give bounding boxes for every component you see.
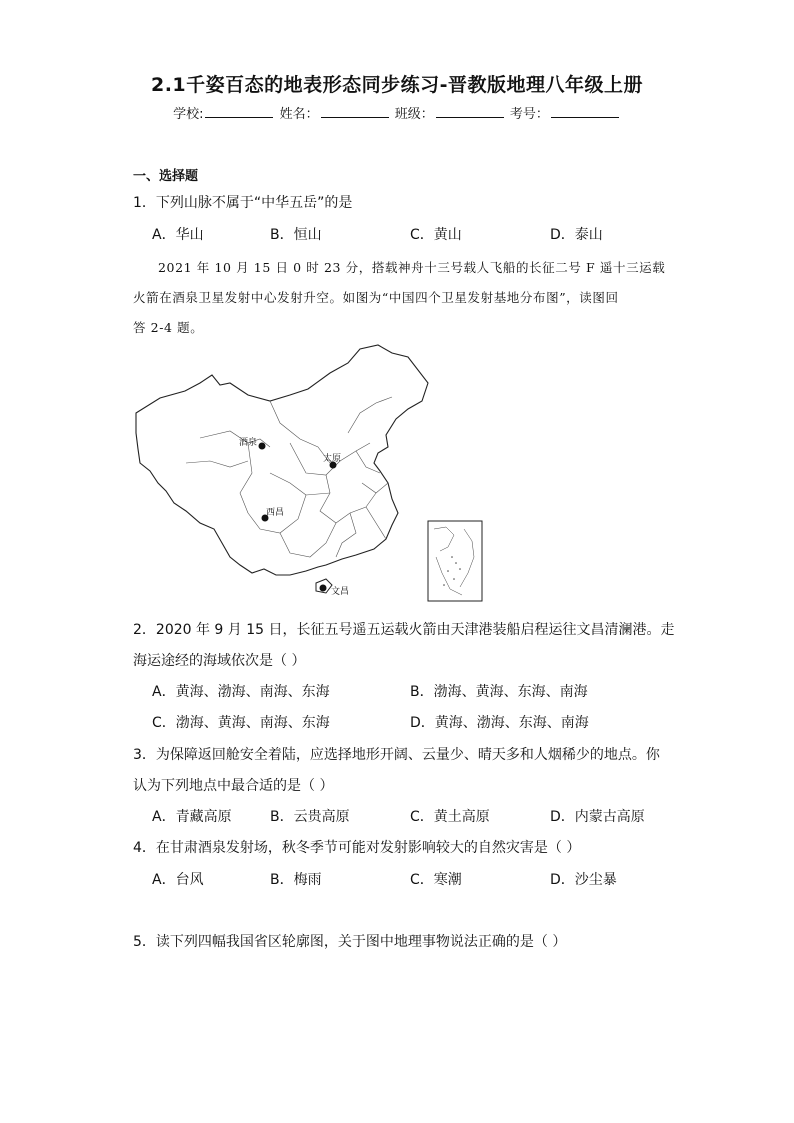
jiuquan-marker	[259, 443, 266, 450]
q4-option-b[interactable]: B．梅雨	[270, 872, 322, 888]
school-blank[interactable]	[205, 105, 273, 118]
south-china-sea-inset	[428, 521, 482, 601]
name-blank[interactable]	[321, 105, 389, 118]
taiyuan-label: 太原	[323, 454, 342, 464]
question-3-stem-line-2: 认为下列地点中最合适的是（ ）	[133, 778, 334, 794]
q1-option-c[interactable]: C．黄山	[410, 227, 462, 243]
student-info-fields	[0, 103, 794, 122]
question-4-stem: 4．在甘肃酒泉发射场，秋冬季节可能对发射影响较大的自然灾害是（ ）	[133, 840, 581, 856]
china-outline	[136, 345, 428, 575]
question-5-stem: 5．读下列四幅我国省区轮廓图，关于图中地理事物说法正确的是（ ）	[133, 934, 567, 950]
class-blank[interactable]	[436, 105, 504, 118]
wenchang-marker	[320, 585, 327, 592]
section-heading: 一、选择题	[133, 169, 199, 184]
q4-option-c[interactable]: C．寒潮	[410, 872, 462, 888]
question-2-stem-line-1: 2．2020 年 9 月 15 日，长征五号遥五运载火箭由天津港装船启程运往文昌清澜港。走	[133, 622, 675, 638]
number-blank[interactable]	[551, 105, 619, 118]
passage-line-3: 答 2-4 题。	[133, 320, 204, 335]
q1-option-a[interactable]: A．华山	[152, 227, 204, 243]
question-3-stem-line-1: 3．为保障返回舱安全着陆，应选择地形开阔、云量少、晴天多和人烟稀少的地点。你	[133, 747, 660, 763]
school-label: 学校:	[173, 107, 204, 122]
q1-option-d[interactable]: D．泰山	[550, 227, 603, 243]
number-label: 考号：	[509, 107, 549, 122]
q2-option-d[interactable]: D．黄海、渤海、东海、南海	[410, 715, 589, 731]
q3-option-a[interactable]: A．青藏高原	[152, 809, 232, 825]
passage-line-1: 2021 年 10 月 15 日 0 时 23 分，搭载神舟十三号载人飞船的长征二号 F 遥十三运载	[158, 260, 666, 275]
q1-option-b[interactable]: B．恒山	[270, 227, 322, 243]
class-label: 班级：	[394, 107, 434, 122]
china-launch-base-map	[130, 343, 490, 605]
xichang-label: 西昌	[266, 508, 285, 518]
wenchang-label: 文昌	[331, 587, 350, 597]
q2-option-c[interactable]: C．渤海、黄海、南海、东海	[152, 715, 330, 731]
q2-option-a[interactable]: A．黄海、渤海、南海、东海	[152, 684, 330, 700]
q3-option-c[interactable]: C．黄土高原	[410, 809, 490, 825]
question-2-stem-line-2: 海运途经的海域依次是（ ）	[133, 653, 306, 669]
passage-line-2: 火箭在酒泉卫星发射中心发射升空。如图为“中国四个卫星发射基地分布图”，读图回	[133, 290, 619, 305]
question-1-stem: 1．下列山脉不属于“中华五岳”的是	[133, 195, 353, 211]
jiuquan-label: 酒泉	[239, 438, 258, 448]
q3-option-b[interactable]: B．云贵高原	[270, 809, 350, 825]
document-title: 2.1千姿百态的地表形态同步练习-晋教版地理八年级上册	[150, 74, 644, 96]
q3-option-d[interactable]: D．内蒙古高原	[550, 809, 645, 825]
name-label: 姓名：	[279, 107, 319, 122]
q4-option-a[interactable]: A．台风	[152, 872, 204, 888]
q4-option-d[interactable]: D．沙尘暴	[550, 872, 617, 888]
q2-option-b[interactable]: B．渤海、黄海、东海、南海	[410, 684, 588, 700]
